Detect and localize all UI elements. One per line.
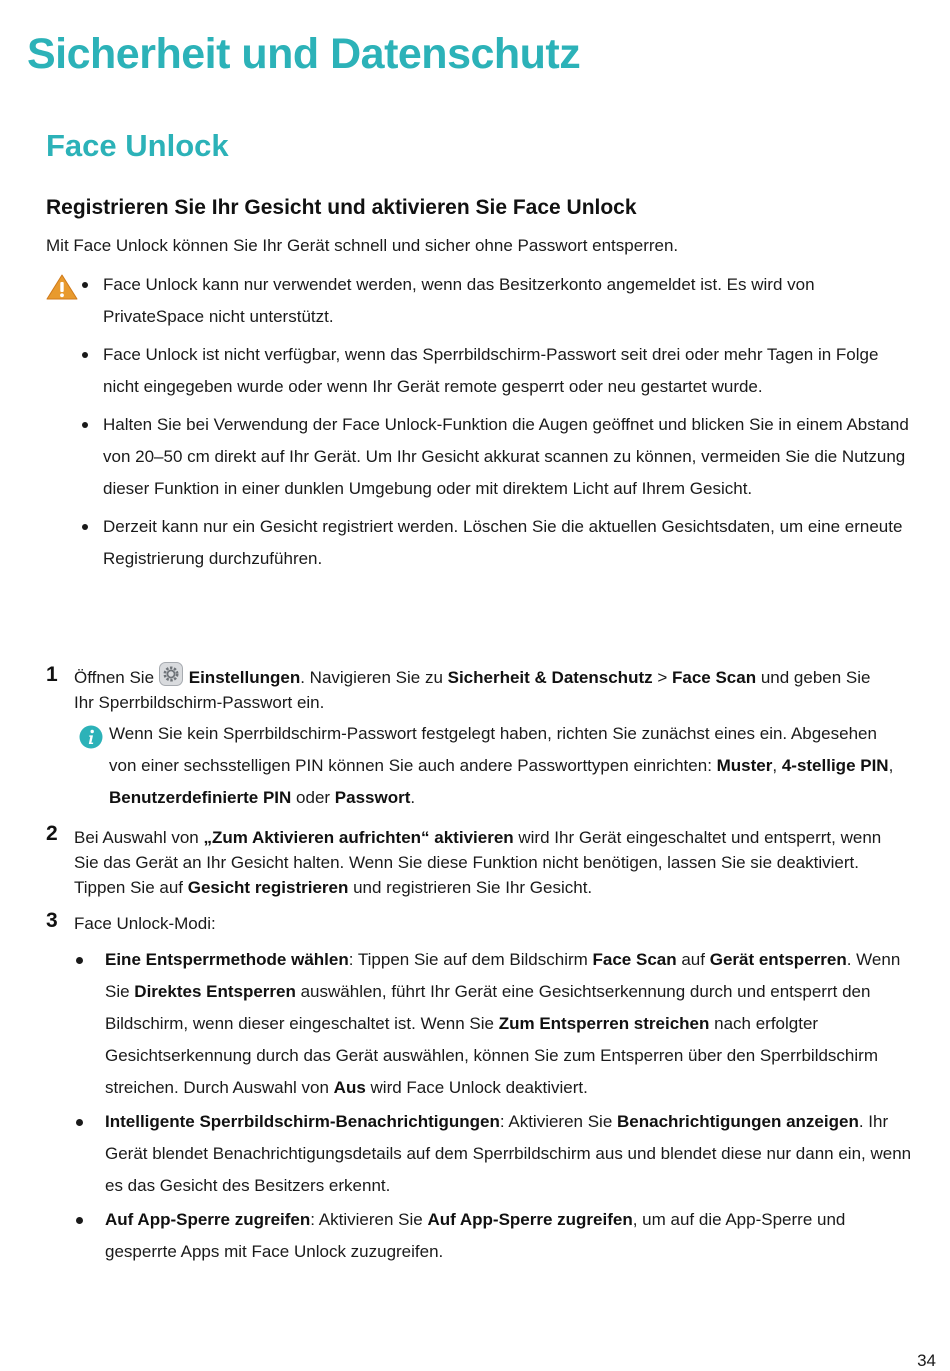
step-number: 1 xyxy=(46,663,58,686)
warning-item: Face Unlock kann nur verwendet werden, wenn das Besitzerkonto angemeldet ist. Es wird von PrivateSpace nicht unterstützt. xyxy=(103,269,918,333)
unlock-modes-list xyxy=(105,944,920,1270)
warning-item: Halten Sie bei Verwendung der Face Unlock-Funktion die Augen geöffnet und blicken Sie in einem Abstand von 20–50 cm direkt auf Ihr Gerät. Um Ihr Gesicht akkurat scannen zu können, vermeiden Sie die Nutzung dieser Funktion in einer dunklen Umgebung oder mit direktem Licht auf Ihrem Gesicht. xyxy=(103,409,918,505)
list-item: Auf App-Sperre zugreifen: Aktivieren Sie Auf App-Sperre zugreifen, um auf die App-Sperre und gesperrte Apps mit Face Unlock zuzugreifen. xyxy=(105,1204,920,1268)
list-item: Intelligente Sperrbildschirm-Benachrichtigungen: Aktivieren Sie Benachrichtigungen anzeigen. Ihr Gerät blendet Benachrichtigungsdetails auf dem Sperrbildschirm aus und blendet diese nur dann ein, wenn es das Gesicht des Besitzers erkennt. xyxy=(105,1106,920,1202)
step-number: 3 xyxy=(46,909,58,932)
subsection-title: Registrieren Sie Ihr Gesicht und aktivieren Sie Face Unlock xyxy=(46,196,637,219)
settings-label: Einstellungen xyxy=(188,668,301,687)
section-title: Face Unlock xyxy=(46,128,229,163)
settings-gear-icon xyxy=(159,662,183,686)
warning-item: Derzeit kann nur ein Gesicht registriert werden. Löschen Sie die aktuellen Gesichtsdaten, um eine erneute Registrierung durchzuführen. xyxy=(103,511,918,575)
intro-text: Mit Face Unlock können Sie Ihr Gerät schnell und sicher ohne Passwort entsperren. xyxy=(46,236,679,255)
warning-list xyxy=(103,269,918,581)
step-3-text: Face Unlock-Modi: xyxy=(74,914,216,933)
info-icon xyxy=(79,725,103,749)
step-2-text: Bei Auswahl von „Zum Aktivieren aufrichten“ aktivieren wird Ihr Gerät eingeschaltet und entsperrt, wenn Sie das Gerät an Ihr Gesicht halten. Wenn Sie diese Funktion nicht benötigen, lassen Sie sie deaktiviert. Tippen Sie auf Gesicht registrieren und registrieren Sie Ihr Gesicht. xyxy=(74,828,882,897)
warning-item: Face Unlock ist nicht verfügbar, wenn das Sperrbildschirm-Passwort seit drei oder mehr Tagen in Folge nicht eingegeben wurde oder wenn Ihr Gerät remote gesperrt oder neu gestartet wurde. xyxy=(103,339,918,403)
warning-icon xyxy=(46,274,78,300)
chapter-title: Sicherheit und Datenschutz xyxy=(27,30,581,78)
page-number: 34 xyxy=(917,1351,936,1370)
step-number: 2 xyxy=(46,822,58,845)
step-1-text: Öffnen Sie Einstellungen. Navigieren Sie zu Sicherheit & Datenschutz > Face Scan und geben Sie Ihr Sperrbildschirm-Passwort ein. xyxy=(74,662,894,715)
list-item: Eine Entsperrmethode wählen: Tippen Sie auf dem Bildschirm Face Scan auf Gerät entsperren. Wenn Sie Direktes Entsperren auswählen, führt Ihr Gerät eine Gesichtserkennung durch und entsperrt den Bildschirm, wenn dieser eingeschaltet ist. Wenn Sie Zum Entsperren streichen nach erfolgter Gesichtserkennung durch das Gerät auswählen, können Sie zum Entsperren über den Sperrbildschirm streichen. Durch Auswahl von Aus wird Face Unlock deaktiviert. xyxy=(105,944,920,1104)
note-text: Wenn Sie kein Sperrbildschirm-Passwort festgelegt haben, richten Sie zunächst eines ein. Abgesehen von einer sechsstelligen PIN können Sie auch andere Passworttypen einrichten: Muster, 4-stellige PIN, Benutzerdefinierte PIN oder Passwort. xyxy=(109,724,894,807)
